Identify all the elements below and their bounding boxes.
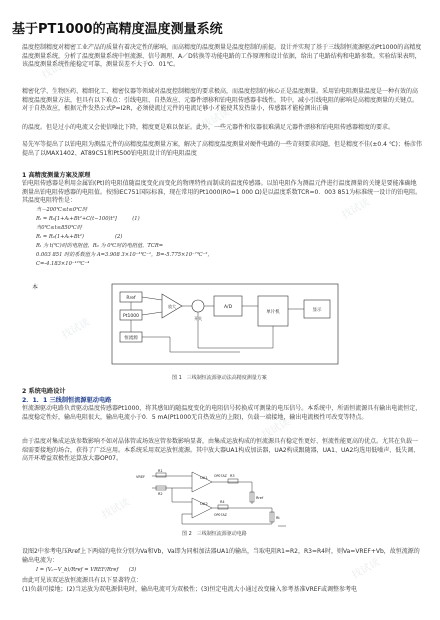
watermark: 找试读 bbox=[100, 496, 132, 522]
formula-1-condition: 当－200℃≤t≤0℃时 bbox=[36, 207, 88, 213]
rtd-formulas bbox=[36, 206, 213, 269]
fig2-label-rref: Rref bbox=[256, 496, 264, 500]
figure-2-caption: 图 2 三线制恒流源驱动电路 bbox=[182, 531, 247, 537]
section-heading-1: 1 高精度测量方案及原理 bbox=[22, 172, 91, 179]
page-title: 基于PT1000的高精度温度测量系统 bbox=[12, 22, 223, 37]
watermark: 找试读 bbox=[40, 56, 72, 82]
abstract-paragraph: 温度控制精度对精密工业产品的质量有着决定性的影响，而高精度的温度测量是温度控制的前提。设计并实现了基于三线制恒流源驱动Pt1000的高精度温度测量系统，分析了温度测量系统中恒流源、信号调理、A／D转换等功能电路的工作原理和设计依据，给出了电路结构和电路参数。实验结果表明，该温度测量系统性能稳定可靠，测量误差不大于O．01℃。 bbox=[22, 44, 422, 69]
fig2-label-rt: Rt bbox=[276, 516, 280, 520]
related-work-paragraph: 易先军等提出了以铂电阻为测温元件的高精度温度测量方案，解决了高精度温度测量对硬件电路的一些苛刻要求问题，但是精度不佳(±0.4 ℃)；杨彦伟提出了以MAX1402、AT89C51和Pt500铂电阻设计的铂电阻温度 bbox=[22, 141, 422, 157]
fig2-label-r2: R2 bbox=[158, 492, 163, 496]
fig1-label-rref: Rref bbox=[126, 296, 136, 301]
figure-1-block-diagram bbox=[110, 282, 340, 372]
watermark: 找试读 bbox=[350, 556, 382, 582]
fig2-label-ua1: UA1 bbox=[200, 475, 208, 480]
fig2-label-r4: R4 bbox=[220, 500, 225, 504]
formula-description-3: C=-4.183×10⁻¹²℃⁻⁴ bbox=[36, 261, 90, 267]
features-intro: 由此可见该双运放恒流源具有以下显著特点： bbox=[22, 577, 143, 584]
figure-1-caption: 图 1 三线制恒流源驱动法高精度测量方案 bbox=[172, 375, 267, 381]
watermark: 找试读 bbox=[260, 416, 292, 442]
principle-paragraph: 铂电阻传感器是利用金属铂(Pt)的电阻值随温度变化而变化的物理特性而制成的温度传感器。以铂电阻作为测温元件进行温度测量的关键是要能准确地测量出铂电阻传感器的电阻值。按照IEC751国际标准，现在常用的Pt1000(R0=1 000 Ω)是以温度系数TCR=0．003 851为标准统一设计的铂电阻。其温度电阻特性是： bbox=[22, 180, 422, 205]
subsection-heading: 2．1．1 三线制恒流源驱动电路 bbox=[22, 397, 112, 404]
section-heading-2: 2 系统电路设计 bbox=[22, 388, 66, 395]
watermark: 找试读 bbox=[200, 106, 232, 132]
fig2-label-op1: OP07AZ bbox=[214, 474, 227, 478]
fig2-label-vref: VREF bbox=[136, 475, 146, 479]
figure-2-circuit bbox=[132, 468, 312, 528]
intro-paragraph: 精密化学、生物医药、精细化工、精密仪器等领域对温度控制精度的要求极高，而温度控制的核心正是温度测量。采用铂电阻测量温度是一种有效的高精度温度测量方法，但具有以下难点：引线电阻、自热效应、元器件漂移和铂电阻传感器非线性。其中，减小引线电阻的影响是高精度测量的关键点。对于自热效应，根据元件发热公式P=I2R，必须使流过元件的电流足够小才能使其发热量小，传感器才能检测出正确 bbox=[22, 88, 419, 113]
current-source-paragraph: 恒流源驱动电路负责驱动温度传感器Pt1000，将其感知的随温度变化的电阻信号转换成可测量的电压信号。本系统中，所需恒流源具有输出电流恒定，温度稳定性好，输出电阻很大，输出电流小于0．5 mA(Pt1000无自热效应的上限)，负载一端接地，输出电流极性可改变等特点。 bbox=[22, 405, 422, 421]
fig1-label-src: 恒流源 bbox=[124, 336, 138, 341]
fig2-label-op2: OP07AZ bbox=[214, 513, 227, 517]
intro-paragraph-continued: 的温度。但是过小的电流又会使信噪比下降，精度更是难以保证。此外，一些元器件和仪器很难满足元器件漂移和铂电阻传感器精度的要求。 bbox=[22, 124, 395, 131]
formula-derivation-paragraph: 设图2中参考电压Rref上下两端的电位分别为Va和Vb，Va即为同相加法器UA1的输出，当取电阻R1=R2，R3=R4时，则Va=VREF+Vb，故恒流源的输出电流为： bbox=[22, 548, 420, 564]
fig1-label-pt: Pt1000 bbox=[123, 314, 139, 319]
fig1-label-lcd: 显示 bbox=[312, 308, 322, 313]
fig1-label-amp: 放大 bbox=[168, 304, 176, 309]
formula-1: Rₜ = R₀[1+Aₜ+Bt²+C(t−100)t³] (1) bbox=[36, 216, 140, 222]
formula-2-condition: 当0℃≤t≤850℃时 bbox=[36, 225, 82, 231]
features-list: (1)负载可接地；(2)当运放为双电源供电时，输出电流可为双极性；(3)恒定电流大小通过改变输入参考基准VREF或调整参考电 bbox=[22, 586, 358, 593]
fig1-label-mcu: 单片机 bbox=[266, 310, 280, 315]
formula-3: I = (Vₐ−V_b)/Rref = VREF/Rref (3) bbox=[36, 567, 137, 573]
watermark: 找试读 bbox=[60, 316, 92, 342]
fig1-label-sw: 开关 bbox=[194, 316, 202, 321]
fig2-label-r3: R3 bbox=[230, 474, 235, 478]
formula-description-1: Rₜ 为 t(℃)时的电阻值，R₀ 为 0℃时的电阻值，TCR= bbox=[36, 243, 164, 249]
formula-description-2: 0.003 851 时的系数值为 A=3.908 3×10⁻³℃⁻¹，B=-5.775×10⁻⁷℃⁻²， bbox=[36, 252, 213, 258]
formula-2: Rₜ = R₀(1+Aₜ+Bt²) (2) bbox=[36, 234, 123, 240]
fig1-label-adc: A/D bbox=[223, 305, 233, 310]
stray-mark: 本 bbox=[32, 284, 39, 291]
fig2-label-ua2: UA2 bbox=[200, 501, 208, 506]
watermark: 找试读 bbox=[340, 196, 372, 222]
fig2-label-r1: R1 bbox=[158, 469, 163, 473]
opamp-paragraph: 由于温度对集成运放参数影响不如对晶体管或场效应管参数影响显著，由集成运放构成的恒流源具有稳定性更好、恒流性能更高的优点。尤其在负载一端需要接地的场合，获得了广泛应用。本系统采用双运放恒流源。其中放大器UA1构成加法器，UA2构成跟随器，UA1、UA2均选用低噪声、低失调、高开环增益双极性运算放大器OP07。 bbox=[22, 438, 420, 463]
